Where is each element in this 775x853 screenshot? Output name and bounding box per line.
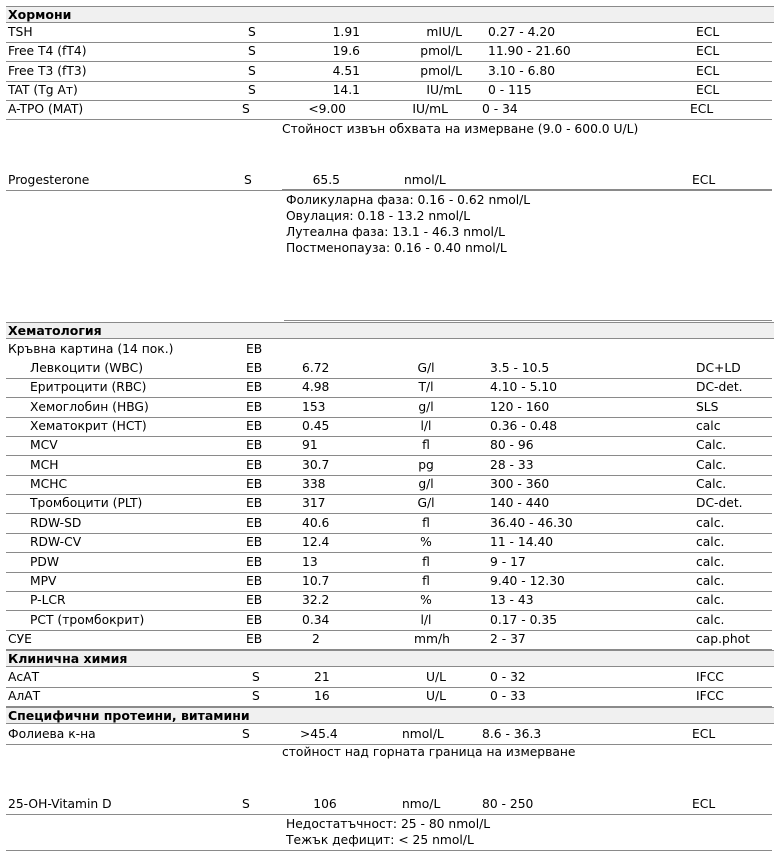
method: ECL [692,173,716,187]
method: Calc. [696,438,727,453]
reference-range: 4.10 - 5.10 [490,380,558,395]
sample-type: S [244,173,252,187]
reference-range: 0 - 34 [482,102,518,116]
method: calc [696,419,721,434]
unit: nmol/L [404,173,446,187]
result-value: 0.45 [302,419,330,434]
section-header-hormones: Хормони [6,6,774,23]
test-name: Фолиева к-на [8,727,96,741]
reference-range: 0 - 115 [488,83,532,97]
sample-type: EB [246,438,263,453]
method: DC-det. [696,496,743,511]
table-row [6,436,772,456]
test-name: P-LCR [30,593,66,608]
reference-range: 9.40 - 12.30 [490,573,565,588]
sample-type: EB [246,477,263,492]
unit: pmol/L [420,44,462,58]
result-value: 13 [302,554,318,569]
progesterone-reference-note: Фоликуларна фаза: 0.16 - 0.62 nmol/L [286,193,531,207]
test-name: A-TPO (MAT) [8,102,84,116]
sample-type: S [242,727,250,741]
sample-type: S [248,64,256,78]
method: ECL [696,83,720,97]
reference-range: 0 - 33 [490,689,526,703]
table-row [6,475,772,495]
method: SLS [696,399,719,414]
unit: fl [422,438,430,453]
result-value: 14.1 [332,83,360,97]
vitamin-d-reference-note: Недостатъчност: 25 - 80 nmol/L [286,817,491,831]
table-row [6,171,772,191]
result-value: 106 [313,797,337,811]
reference-range: 300 - 360 [490,477,550,492]
reference-range: 0 - 32 [490,670,526,684]
test-name: Free T4 (fT4) [8,44,87,58]
sample-type: EB [246,419,263,434]
sample-type: EB [246,573,263,588]
table-row [6,359,772,379]
sample-type: EB [246,457,263,472]
test-name: Тромбоцити (PLT) [30,496,143,511]
result-value: 65.5 [312,173,340,187]
result-value: 153 [302,399,326,414]
progesterone-reference-note: Овулация: 0.18 - 13.2 nmol/L [286,209,471,223]
test-name: MPV [30,573,57,588]
method: Calc. [696,477,727,492]
table-row [6,417,772,437]
unit: U/L [426,670,446,684]
reference-range: 0.27 - 4.20 [488,25,556,39]
method: DC-det. [696,380,743,395]
method: ECL [696,64,720,78]
reference-range: 3.10 - 6.80 [488,64,556,78]
reference-range: 36.40 - 46.30 [490,515,573,530]
reference-range: 28 - 33 [490,457,534,472]
sample-type: S [252,689,260,703]
result-value: 16 [314,689,330,703]
test-name: RDW-CV [30,535,82,550]
result-value: 19.6 [332,44,360,58]
table-row [6,398,772,418]
sample-type: EB [246,380,263,395]
method: ECL [690,102,714,116]
reference-range: 80 - 96 [490,438,534,453]
test-name: СУЕ [8,632,32,646]
table-row [6,572,772,592]
test-name: PCT (тромбокрит) [30,612,145,627]
test-name: Кръвна картина (14 пок.) [8,342,174,356]
reference-range: 0.36 - 0.48 [490,419,558,434]
reference-range: 11 - 14.40 [490,535,554,550]
result-value: >45.4 [300,727,338,741]
unit: IU/mL [426,83,462,97]
result-value: 1.91 [332,25,360,39]
reference-range: 8.6 - 36.3 [482,727,542,741]
sample-type: S [242,797,250,811]
table-row [6,81,772,101]
sample-type: EB [246,496,263,511]
method: ECL [696,44,720,58]
reference-range: 140 - 440 [490,496,550,511]
method: cap.phot [696,632,750,646]
test-name: MCHC [30,477,68,492]
test-name: MCV [30,438,58,453]
result-value: 30.7 [302,457,330,472]
sample-type: S [242,102,250,116]
test-name: MCH [30,457,59,472]
section-header-specific-proteins: Специфични протеини, витамини [6,707,774,724]
method: calc. [696,554,725,569]
sample-type: EB [246,342,263,356]
table-row [6,795,772,815]
result-value: 91 [302,438,318,453]
table-row [6,630,772,650]
result-value: 21 [314,670,330,684]
sample-type: EB [246,535,263,550]
unit: T/l [418,380,434,395]
table-row [6,553,772,573]
result-value: <9.00 [308,102,346,116]
method: IFCC [696,689,724,703]
sample-type: S [248,25,256,39]
unit: pmol/L [420,64,462,78]
test-name: Хематокрит (HCT) [30,419,147,434]
atpo-note: Стойност извън обхвата на измерване (9.0 - 600.0 U/L) [282,122,639,136]
table-row [6,23,772,43]
sample-type: EB [246,361,263,375]
method: calc. [696,573,725,588]
table-row [6,456,772,476]
unit: G/l [417,496,435,511]
table-row [6,378,772,398]
test-name: 25-OH-Vitamin D [8,797,112,811]
unit: l/l [420,612,432,627]
panel-row [6,340,772,359]
reference-range: 13 - 43 [490,593,534,608]
result-value: 6.72 [302,361,330,375]
method: ECL [696,25,720,39]
sample-type: EB [246,554,263,569]
unit: g/l [418,477,434,492]
table-row [6,591,772,611]
sample-type: S [248,83,256,97]
test-name: Progesterone [8,173,90,187]
sample-type: EB [246,612,263,627]
reference-range: 120 - 160 [490,399,550,414]
test-name: PDW [30,554,60,569]
test-name: Еритроцити (RBC) [30,380,147,395]
divider-line [282,189,772,190]
result-value: 0.34 [302,612,330,627]
result-value: 338 [302,477,326,492]
unit: IU/mL [412,102,448,116]
reference-range: 9 - 17 [490,554,526,569]
table-row [6,611,772,631]
result-value: 2 [312,632,320,646]
test-name: АсАТ [8,670,40,684]
sample-type: S [252,670,260,684]
table-row [6,687,772,707]
unit: % [420,593,432,608]
table-row [6,494,772,514]
table-row [6,668,772,688]
reference-range: 0.17 - 0.35 [490,612,558,627]
unit: pg [418,457,434,472]
result-value: 12.4 [302,535,330,550]
section-header-clinical-chemistry: Клинична химия [6,650,774,667]
test-name: Free T3 (fT3) [8,64,87,78]
result-value: 317 [302,496,326,511]
unit: G/l [417,361,435,375]
method: ECL [692,797,716,811]
test-name: TSH [8,25,33,39]
reference-range: 2 - 37 [490,632,526,646]
section-header-hematology: Хематология [6,322,774,339]
method: ECL [692,727,716,741]
method: IFCC [696,670,724,684]
result-value: 10.7 [302,573,330,588]
table-row [6,533,772,553]
unit: l/l [420,419,432,434]
folate-note: стойност над горната граница на измерване [282,745,576,759]
method: calc. [696,593,725,608]
reference-range: 3.5 - 10.5 [490,361,550,375]
result-value: 4.51 [332,64,360,78]
unit: fl [422,554,430,569]
method: calc. [696,515,725,530]
result-value: 4.98 [302,380,330,395]
progesterone-reference-note: Лутеална фаза: 13.1 - 46.3 nmol/L [286,225,505,239]
test-name: RDW-SD [30,515,82,530]
vitamin-d-reference-note: Тежък дефицит: < 25 nmol/L [286,833,474,847]
unit: fl [422,515,430,530]
sample-type: EB [246,399,263,414]
test-name: Левкоцити (WBC) [30,361,143,375]
result-value: 32.2 [302,593,330,608]
sample-type: EB [246,515,263,530]
table-row [6,62,772,82]
unit: mm/h [414,632,450,646]
test-name: АлАТ [8,689,41,703]
table-row [6,100,772,120]
progesterone-reference-note: Постменопауза: 0.16 - 0.40 nmol/L [286,241,507,255]
test-name: Хемоглобин (HBG) [30,399,149,414]
table-row [6,514,772,534]
reference-range: 80 - 250 [482,797,534,811]
sample-type: EB [246,632,263,646]
unit: nmol/L [402,727,444,741]
result-value: 40.6 [302,515,330,530]
unit: nmo/L [402,797,441,811]
method: DC+LD [696,361,741,375]
table-row [6,42,772,62]
unit: g/l [418,399,434,414]
unit: mIU/L [426,25,462,39]
test-name: TAT (Tg Ат) [8,83,78,97]
unit: fl [422,573,430,588]
method: Calc. [696,457,727,472]
divider-line [284,320,772,321]
sample-type: S [248,44,256,58]
method: calc. [696,535,725,550]
table-row [6,725,772,745]
unit: % [420,535,432,550]
divider-line [6,850,772,851]
method: calc. [696,612,725,627]
sample-type: EB [246,593,263,608]
unit: U/L [426,689,446,703]
reference-range: 11.90 - 21.60 [488,44,571,58]
